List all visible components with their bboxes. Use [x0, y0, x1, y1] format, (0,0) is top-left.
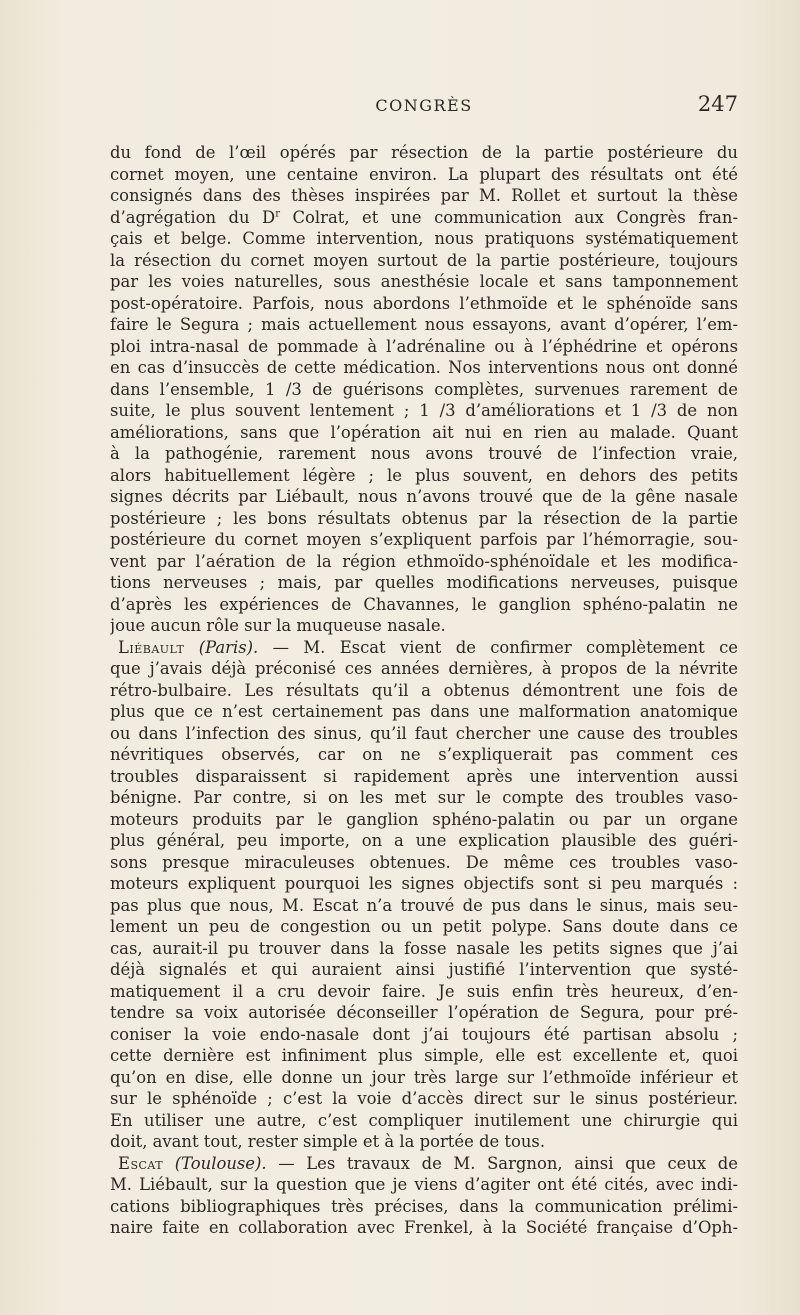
- body-text: [110, 142, 738, 1239]
- text-line: cations bibliographiques très précises, dans la communication prélimi-: [110, 1196, 738, 1216]
- running-title: CONGRÈS: [375, 96, 473, 115]
- text-line: d’après les expériences de Chavannes, le ganglion sphéno-palatin ne: [110, 594, 738, 614]
- text-line: sons presque miraculeuses obtenues. De même ces troubles vaso-: [110, 852, 738, 872]
- text-line: postérieure ; les bons résultats obtenus par la résection de la partie: [110, 508, 738, 528]
- text-line: ou dans l’infection des sinus, qu’il faut chercher une cause des troubles: [110, 723, 738, 743]
- text-segment: — M. Escat vient de confirmer complètement ce: [258, 637, 738, 657]
- text-line: du fond de l’œil opérés par résection de la partie postérieure du: [110, 143, 738, 162]
- text-line: joue aucun rôle sur la muqueuse nasale.: [110, 616, 446, 635]
- text-segment: d’agrégation du D: [110, 207, 276, 227]
- text-line: signes décrits par Liébault, nous n’avons trouvé que de la gêne nasale: [110, 487, 738, 506]
- text-line: plus que ce n’est certainement pas dans une malformation anatomique: [110, 702, 738, 721]
- text-line: matiquement il a cru devoir faire. Je suis enfin très heureux, d’en-: [110, 981, 738, 1001]
- text-line: troubles disparaissent si rapidement après une intervention aussi: [110, 766, 738, 786]
- text-segment: — Les travaux de M. Sargnon, ainsi que ceux de: [266, 1153, 738, 1173]
- text-line: ploi intra-nasal de pommade à l’adrénaline ou à l’éphédrine et opérons: [110, 336, 738, 356]
- text-line: en cas d’insuccès de cette médication. Nos interventions nous ont donné: [110, 358, 738, 377]
- speaker-city: (Paris).: [198, 637, 259, 657]
- paragraph-1: [110, 142, 738, 637]
- text-line: moteurs expliquent pourquoi les signes objectifs sont si peu marqués :: [110, 874, 738, 893]
- text-line: cornet moyen, une centaine environ. La plupart des résultats ont été: [110, 164, 738, 184]
- text-line: doit, avant tout, rester simple et à la portée de tous.: [110, 1132, 546, 1151]
- text-line: moteurs produits par le ganglion sphéno-palatin ou par un organe: [110, 809, 738, 829]
- text-line: alors habituellement légère ; le plus souvent, en dehors des petits: [110, 465, 738, 485]
- text-line: sur le sphénoïde ; c’est la voie d’accès direct sur le sinus postérieur.: [110, 1089, 738, 1108]
- text-line: plus général, peu importe, on a une explication plausible des guéri-: [110, 831, 738, 850]
- text-line: que j’avais déjà préconisé ces années dernières, à propos de la névrite: [110, 659, 738, 678]
- text-line: tions nerveuses ; mais, par quelles modifications nerveuses, puisque: [110, 573, 738, 592]
- text-line: dans l’ensemble, 1 /3 de guérisons complètes, survenues rarement de: [110, 379, 738, 399]
- speaker-line: [110, 1153, 738, 1175]
- text-line: améliorations, sans que l’opération ait nui en rien au malade. Quant: [110, 422, 738, 442]
- text-line: par les voies naturelles, sous anesthésie locale et sans tamponnement: [110, 272, 738, 291]
- text-line: çais et belge. Comme intervention, nous pratiquons systématiquement: [110, 229, 738, 248]
- text-line: névritiques observés, car on ne s’expliquerait pas comment ces: [110, 745, 738, 764]
- text-line: pas plus que nous, M. Escat n’a trouvé de pus dans le sinus, mais seu-: [110, 895, 738, 915]
- text-line: suite, le plus souvent lentement ; 1 /3 d’améliorations et 1 /3 de non: [110, 401, 738, 420]
- text-line: cette dernière est infiniment plus simple, elle est excellente et, quoi: [110, 1046, 738, 1065]
- text-line: faire le Segura ; mais actuellement nous essayons, avant d’opérer, l’em-: [110, 315, 738, 334]
- text-line: vent par l’aération de la région ethmoïdo-sphénoïdale et les modifica-: [110, 551, 738, 571]
- text-line: bénigne. Par contre, si on les met sur le compte des troubles vaso-: [110, 788, 738, 807]
- paragraph-3: [110, 1153, 738, 1239]
- text-segment: Colrat, et une communication aux Congrès fran-: [279, 207, 738, 227]
- text-line: consignés dans des thèses inspirées par M. Rollet et surtout la thèse: [110, 186, 738, 205]
- speaker-city: (Toulouse).: [174, 1153, 267, 1173]
- text-line: déjà signalés et qui auraient ainsi justifié l’intervention que systé-: [110, 960, 738, 979]
- text-line: la résection du cornet moyen surtout de la partie postérieure, toujours: [110, 250, 738, 270]
- running-head: [110, 92, 738, 118]
- text-line: à la pathogénie, rarement nous avons trouvé de l’infection vraie,: [110, 444, 738, 463]
- text-line: cas, aurait-il pu trouver dans la fosse nasale les petits signes que j’ai: [110, 938, 738, 958]
- speaker-name: Escat: [118, 1153, 164, 1173]
- speaker-name: Liébault: [118, 637, 185, 657]
- text-line: M. Liébault, sur la question que je viens d’agiter ont été cités, avec indi-: [110, 1175, 738, 1194]
- text-line: coniser la voie endo-nasale dont j’ai toujours été partisan absolu ;: [110, 1024, 738, 1044]
- text-line: lement un peu de congestion ou un petit polype. Sans doute dans ce: [110, 917, 738, 936]
- text-line: post-opératoire. Parfois, nous abordons l’ethmoïde et le sphénoïde sans: [110, 293, 738, 313]
- text-line-with-superscript: [110, 207, 738, 229]
- text-line: tendre sa voix autorisée déconseiller l’opération de Segura, pour pré-: [110, 1003, 738, 1022]
- speaker-line: [110, 637, 738, 659]
- paragraph-2: [110, 637, 738, 1153]
- text-line: qu’on en dise, elle donne un jour très large sur l’ethmoïde inférieur et: [110, 1067, 738, 1087]
- page-number: 247: [697, 92, 738, 116]
- text-line: naire faite en collaboration avec Frenkel, à la Société française d’Oph-: [110, 1218, 738, 1237]
- text-line: postérieure du cornet moyen s’expliquent parfois par l’hémorragie, sou-: [110, 530, 738, 549]
- text-line: rétro-bulbaire. Les résultats qu’il a obtenus démontrent une fois de: [110, 680, 738, 700]
- text-line: En utiliser une autre, c’est compliquer inutilement une chirurgie qui: [110, 1110, 738, 1130]
- superscript: r: [275, 208, 280, 220]
